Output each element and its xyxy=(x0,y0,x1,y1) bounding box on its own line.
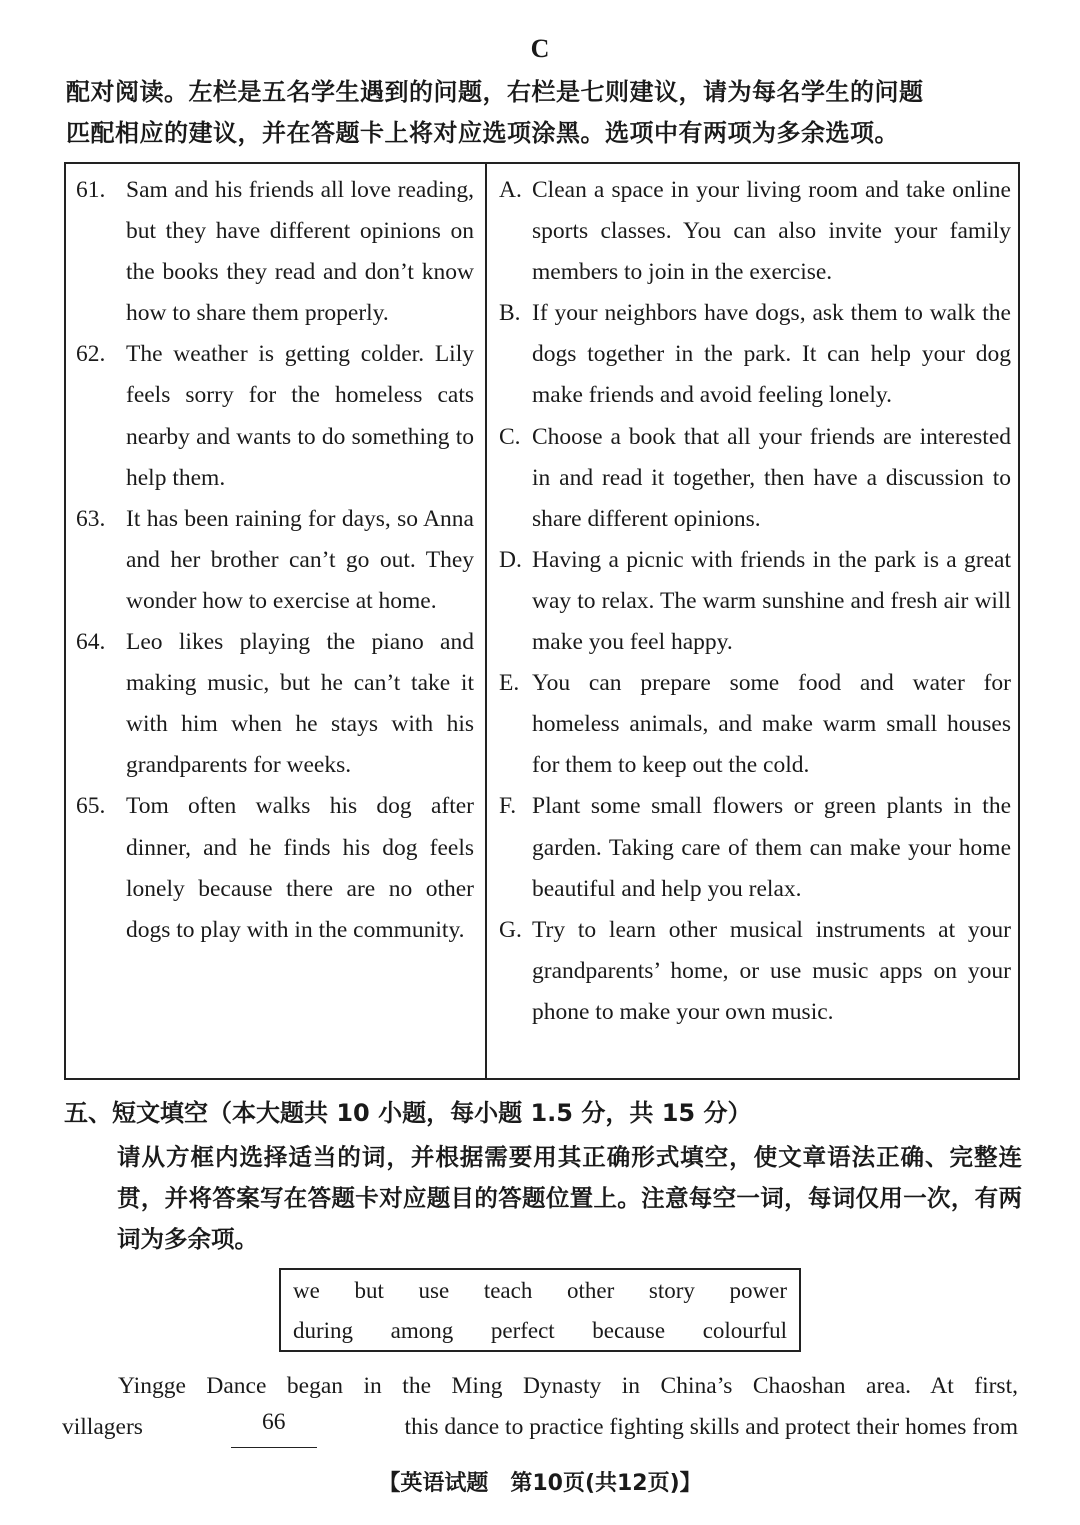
suggestion-g xyxy=(499,910,1011,1033)
suggestion-letter: E. xyxy=(499,670,520,697)
suggestion-text: If your neighbors have dogs, ask them to walk the dogs together in the park. It can help your dog make friends and avoid feeling lonely. xyxy=(532,300,1011,409)
table-divider xyxy=(485,162,487,1080)
word-box-word: but xyxy=(354,1278,384,1303)
word-box-word: story xyxy=(648,1278,695,1303)
word-box-row-1 xyxy=(293,1278,787,1304)
suggestion-d xyxy=(499,540,1011,663)
problem-text: Tom often walks his dog after dinner, and he finds his dog feels lonely because there are no other dogs to play with in the community. xyxy=(126,793,474,943)
word-box-word: teach xyxy=(483,1278,533,1303)
word-box xyxy=(279,1268,801,1352)
word-box-word: power xyxy=(729,1278,787,1303)
suggestion-letter: A. xyxy=(499,177,522,203)
suggestion-f xyxy=(499,786,1011,909)
instruction-line-2: 匹配相应的建议，并在答题卡上将对应选项涂黑。选项中有两项为多余选项。 xyxy=(66,119,899,147)
page-footer: 【英语试题 第10页(共12页)】 xyxy=(378,1471,702,1496)
part5-title: 五、短文填空（本大题共 10 小题，每小题 1.5 分，共 15 分） xyxy=(64,1099,752,1127)
problem-61 xyxy=(76,170,474,334)
suggestion-e xyxy=(499,663,1011,786)
passage-line-1: Yingge Dance began in the Ming Dynasty in China’s Chaoshan area. At first, xyxy=(118,1373,1018,1399)
suggestion-b xyxy=(499,293,1011,416)
problem-number: 65. xyxy=(76,793,106,820)
word-box-row-2 xyxy=(293,1318,787,1344)
word-box-word: perfect xyxy=(490,1318,555,1343)
problem-number: 61. xyxy=(76,177,106,203)
suggestion-text: You can prepare some food and water for homeless animals, and make warm small houses for them to keep out the cold. xyxy=(532,670,1011,779)
word-box-word: use xyxy=(418,1278,450,1303)
passage-line-2 xyxy=(62,1407,1018,1448)
suggestion-text: Plant some small flowers or green plants in the garden. Taking care of them can make your home beautiful and help you relax. xyxy=(532,793,1011,902)
suggestion-text: Choose a book that all your friends are interested in and read it together, then have a discussion to share different opinions. xyxy=(532,423,1011,532)
passage-text: villagers xyxy=(62,1414,143,1440)
problem-text: It has been raining for days, so Anna and her brother can’t go out. They wonder how to exercise at home. xyxy=(126,505,474,614)
word-box-word: during xyxy=(293,1318,354,1343)
suggestion-letter: G. xyxy=(499,916,522,943)
blank-66: 66 xyxy=(231,1407,317,1448)
suggestion-letter: F. xyxy=(499,793,517,820)
passage-text: this dance to practice fighting skills and protect their homes from xyxy=(404,1414,1018,1440)
suggestion-text: Try to learn other musical instruments at your grandparents’ home, or use music apps on your phone to make your own music. xyxy=(532,916,1011,1025)
suggestion-a xyxy=(499,170,1011,293)
problem-63 xyxy=(76,499,474,622)
problem-text: The weather is getting colder. Lily feels sorry for the homeless cats nearby and wants to do something to help them. xyxy=(126,341,474,491)
part5-instructions: 请从方框内选择适当的词，并根据需要用其正确形式填空，使文章语法正确、完整连贯，并将答案写在答题卡对应题目的答题位置上。注意每空一词，每词仅用一次，有两词为多余项。 xyxy=(117,1143,1022,1253)
problem-number: 64. xyxy=(76,629,106,656)
problem-text: Leo likes playing the piano and making music, but he can’t take it with him when he stays with his grandparents for weeks. xyxy=(126,629,474,779)
suggestion-letter: C. xyxy=(499,423,521,450)
word-box-word: colourful xyxy=(702,1318,787,1343)
word-box-word: because xyxy=(592,1318,666,1343)
suggestions-column xyxy=(499,170,1011,1033)
problem-65 xyxy=(76,786,474,950)
problem-number: 63. xyxy=(76,505,106,532)
suggestion-text: Clean a space in your living room and take online sports classes. You can also invite your family members to join in the exercise. xyxy=(532,177,1011,286)
word-box-word: other xyxy=(566,1278,615,1303)
problems-column xyxy=(76,170,474,951)
suggestion-letter: D. xyxy=(499,546,522,573)
word-box-word: we xyxy=(293,1278,320,1303)
problem-text: Sam and his friends all love reading, but they have different opinions on the books they read and don’t know how to share them properly. xyxy=(126,177,474,327)
instruction-line-1: 配对阅读。左栏是五名学生遇到的问题，右栏是七则建议，请为每名学生的问题 xyxy=(66,78,924,106)
suggestion-text: Having a picnic with friends in the park is a great way to relax. The warm sunshine and fresh air will make you feel happy. xyxy=(532,546,1011,656)
section-letter: C xyxy=(530,34,550,63)
suggestion-letter: B. xyxy=(499,300,521,327)
suggestion-c xyxy=(499,417,1011,540)
problem-62 xyxy=(76,334,474,498)
problem-64 xyxy=(76,622,474,786)
word-box-word: among xyxy=(390,1318,454,1343)
problem-number: 62. xyxy=(76,341,106,368)
